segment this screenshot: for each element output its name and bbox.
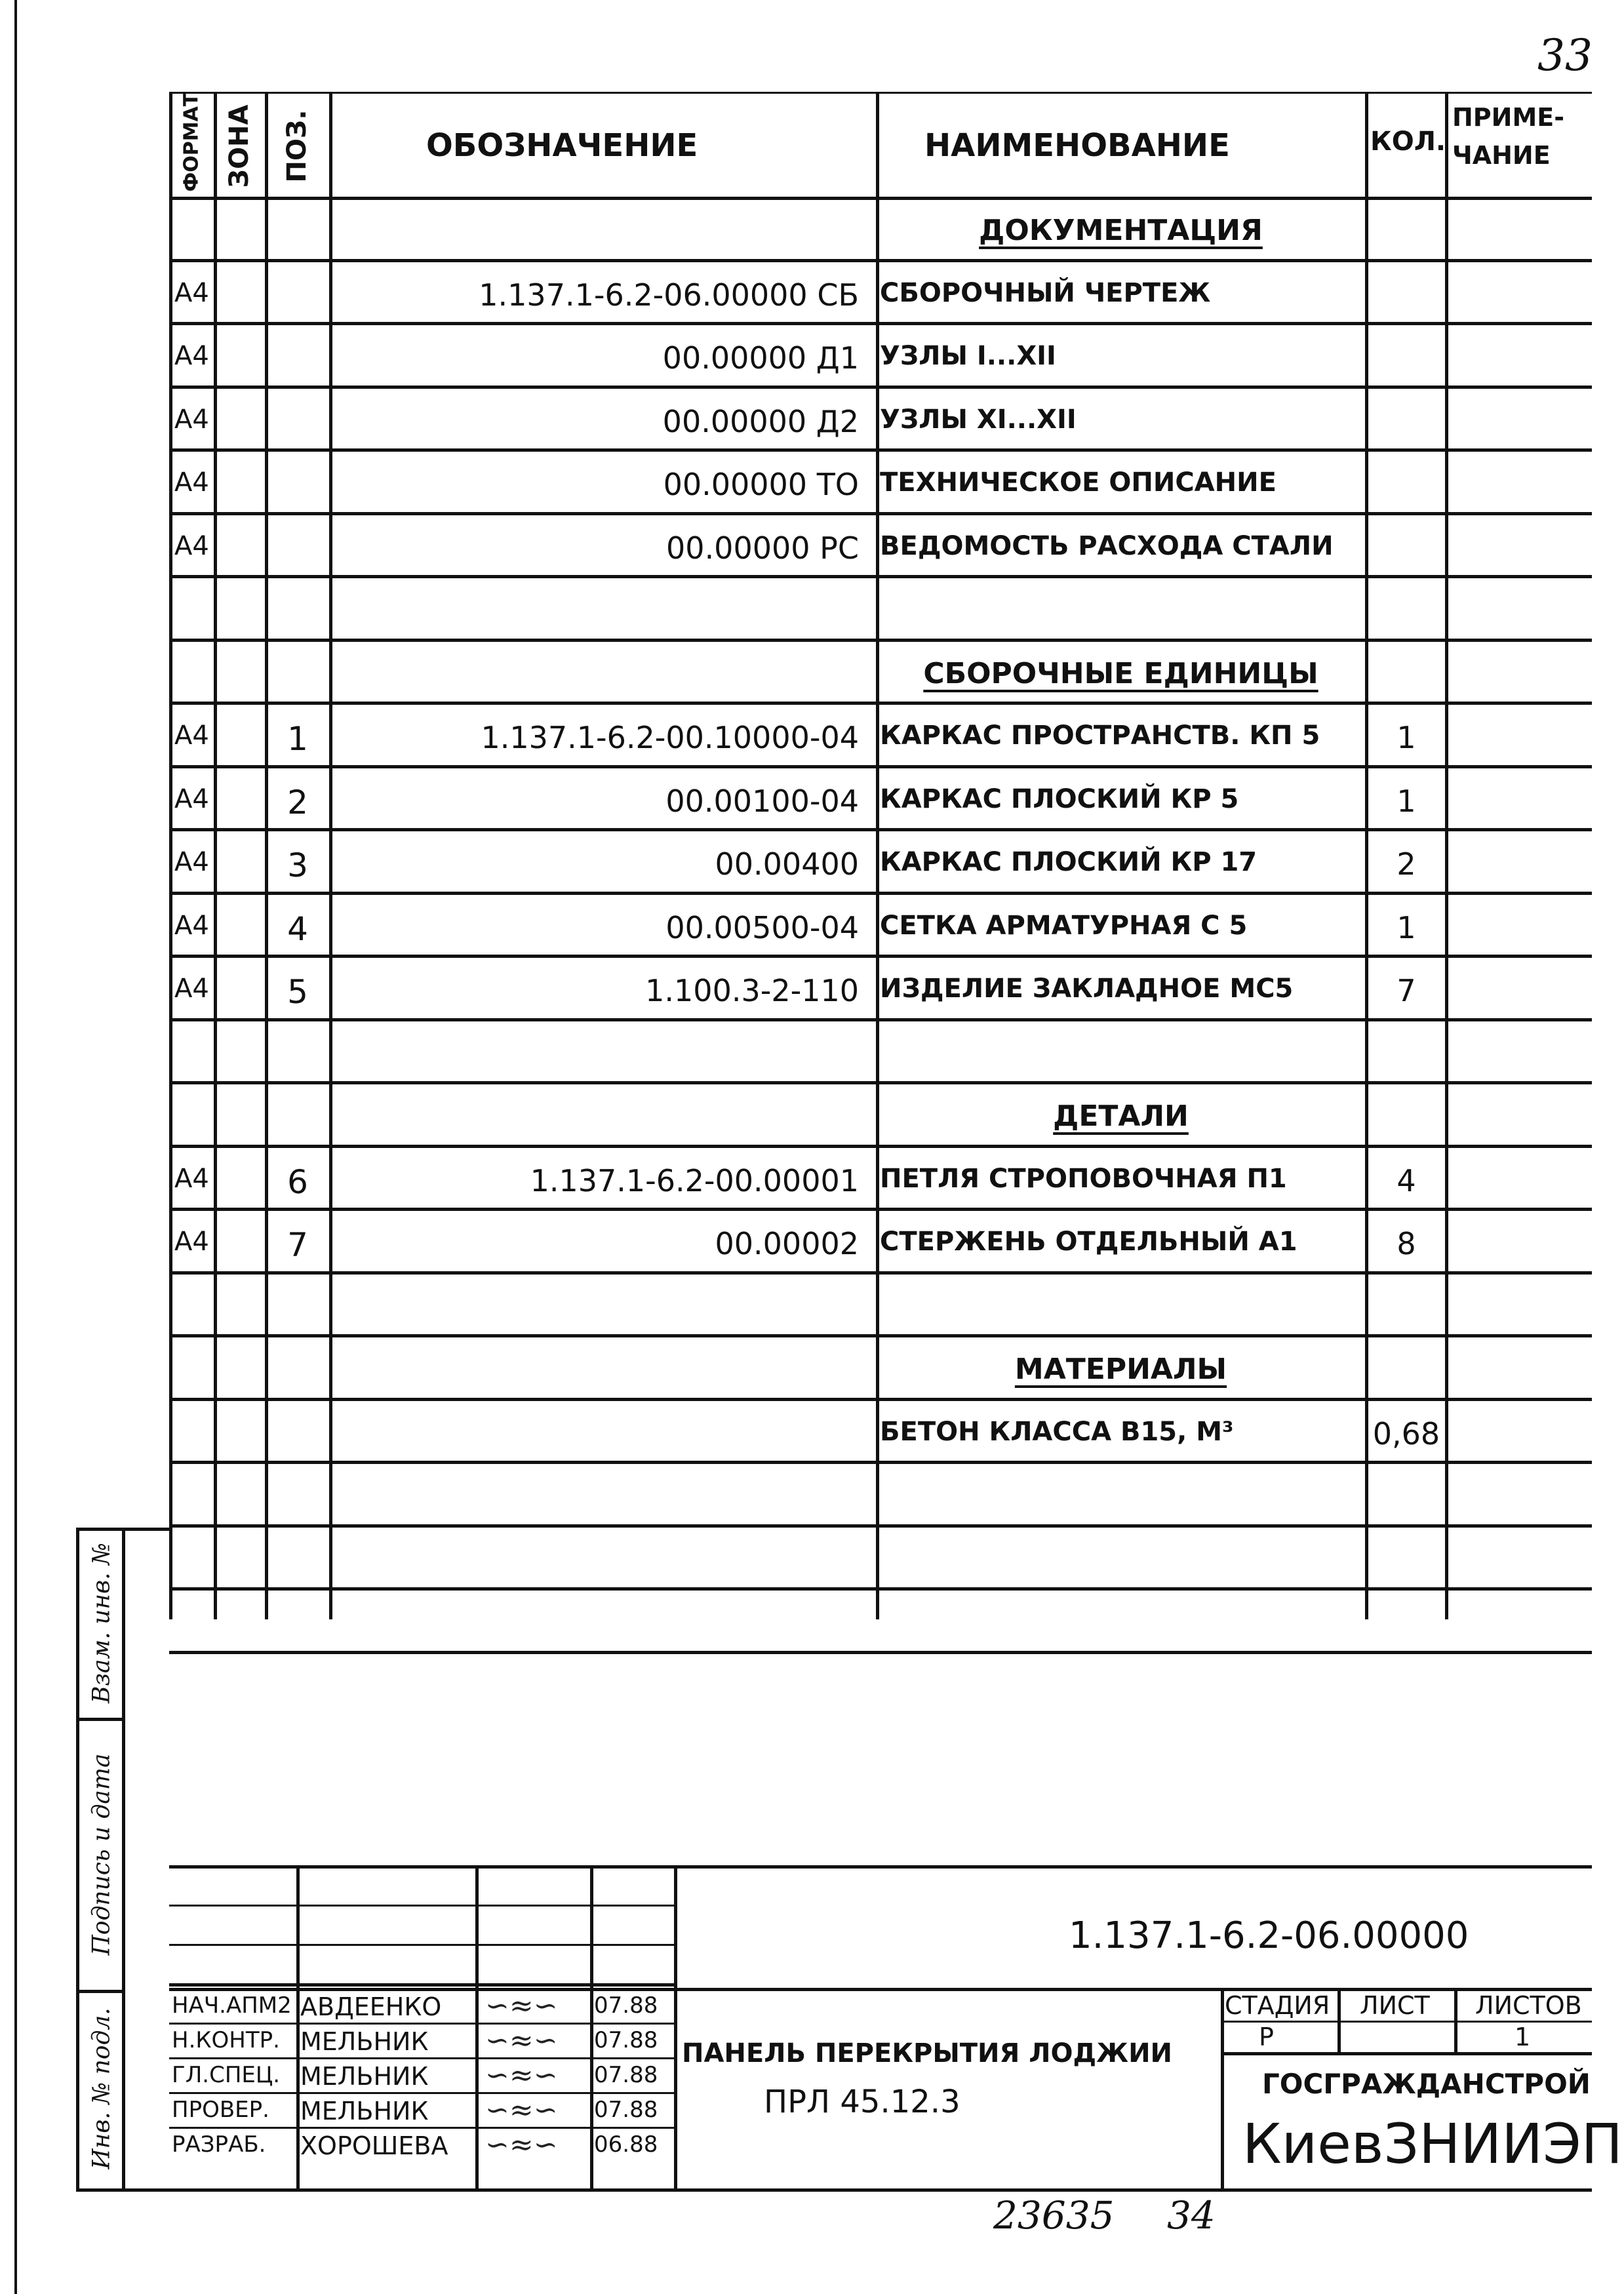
cell-pos: 4 [287, 909, 308, 948]
table-row [0, 893, 1624, 957]
side-stamp-bottom-line [76, 2188, 169, 2192]
role-date: 07.88 [594, 1994, 658, 2017]
tb-bottom-line [169, 2188, 1592, 2192]
table-row [0, 1146, 1624, 1210]
cell-format: А4 [174, 467, 209, 498]
cell-desig: 00.00000 Д2 [662, 403, 859, 439]
tb-col-name [475, 1865, 479, 2190]
table-row [0, 1335, 1624, 1399]
role-role: РАЗРАБ. [172, 2133, 266, 2156]
tb-stage-col-2 [1454, 1988, 1457, 2053]
cell-name: ВЕДОМОСТЬ РАСХОДА СТАЛИ [880, 530, 1334, 561]
side-stamp-outer-line [76, 1528, 79, 2190]
tb-col-role [296, 1865, 300, 2190]
document-code: 1.137.1-6.2-06.00000 [1069, 1914, 1469, 1957]
table-row [0, 1526, 1624, 1589]
handwritten-signature: ∽≈∽ [485, 2093, 558, 2127]
table-row [0, 1462, 1624, 1526]
tb-role-row-4 [169, 2127, 674, 2129]
role-date: 07.88 [594, 2029, 658, 2051]
cell-qty: 4 [1396, 1162, 1416, 1198]
cell-pos: 2 [287, 783, 308, 821]
role-name: ХОРОШЕВА [300, 2133, 448, 2158]
table-row [0, 1209, 1624, 1273]
table-row [0, 1399, 1624, 1463]
table-row [0, 576, 1624, 640]
header-zone: ЗОНА [224, 104, 254, 188]
stage-value: Р [1259, 2023, 1274, 2051]
cell-name: ТЕХНИЧЕСКОЕ ОПИСАНИЕ [880, 467, 1277, 498]
role-role: ГЛ.СПЕЦ. [172, 2064, 281, 2086]
table-row [0, 956, 1624, 1019]
cell-pos: 6 [287, 1162, 308, 1201]
handwritten-signature: ∽≈∽ [485, 2024, 558, 2057]
cell-desig: 1.137.1-6.2-06.00000 СБ [479, 277, 859, 313]
handwritten-signature: ∽≈∽ [485, 2059, 558, 2092]
cell-desig: 00.00100-04 [665, 783, 859, 819]
table-row [0, 387, 1624, 450]
cell-qty: 1 [1396, 783, 1416, 819]
cell-format: А4 [174, 783, 209, 814]
cell-desig: 00.00000 Д1 [662, 340, 859, 376]
header-note-2: ЧАНИЕ [1452, 141, 1551, 170]
cell-desig: 00.00002 [715, 1226, 859, 1261]
cell-desig: 1.100.3-2-110 [645, 973, 859, 1008]
table-row [0, 640, 1624, 703]
cell-pos: 5 [287, 973, 308, 1011]
cell-name: ДОКУМЕНТАЦИЯ [979, 214, 1263, 247]
cell-desig: 00.00400 [715, 846, 859, 882]
tb-left-row-2 [169, 1944, 674, 1946]
row-divider [169, 1651, 1592, 1654]
cell-format: А4 [174, 847, 209, 877]
tb-left-row-1 [169, 1905, 674, 1907]
tb-stage-block-left [1221, 1988, 1224, 2188]
tb-col-date [674, 1865, 677, 2190]
role-role: НАЧ.АПМ2 [172, 1994, 292, 2017]
cell-format: А4 [174, 404, 209, 435]
tb-left-row-3 [169, 1983, 674, 1987]
cell-pos: 3 [287, 846, 308, 884]
table-top-line [169, 92, 1592, 94]
role-role: ПРОВЕР. [172, 2099, 269, 2121]
cell-desig: 00.00000 РС [666, 530, 859, 566]
cell-name: КАРКАС ПЛОСКИЙ КР 17 [880, 847, 1258, 877]
cell-qty: 7 [1396, 973, 1416, 1008]
role-date: 07.88 [594, 2064, 658, 2086]
product-name-line-2: ПРЛ 45.12.3 [764, 2084, 961, 2120]
table-row [0, 829, 1624, 893]
table-row [0, 197, 1624, 260]
cell-name: УЗЛЫ XI...XII [880, 404, 1077, 435]
cell-name: УЗЛЫ I...XII [880, 341, 1056, 371]
cell-desig: 00.00000 ТО [663, 467, 859, 502]
cell-format: А4 [174, 1227, 209, 1257]
role-name: МЕЛЬНИК [300, 2029, 429, 2054]
cell-qty: 1 [1396, 909, 1416, 945]
header-name: НАИМЕНОВАНИЕ [924, 127, 1230, 164]
tb-role-row-2 [169, 2057, 674, 2059]
cell-name: МАТЕРИАЛЫ [1014, 1353, 1227, 1386]
table-row [0, 260, 1624, 324]
cell-format: А4 [174, 277, 209, 308]
cell-name: СЕТКА АРМАТУРНАЯ С 5 [880, 910, 1248, 941]
cell-qty: 0,68 [1372, 1415, 1440, 1452]
institute: КиевЗНИИЭП [1242, 2112, 1623, 2176]
page-number: 33 [1537, 30, 1593, 81]
header-note-1: ПРИМЕ- [1452, 103, 1564, 132]
cell-desig: 1.137.1-6.2-00.00001 [530, 1162, 859, 1198]
cell-format: А4 [174, 1163, 209, 1194]
footer-note-1: 23635 [993, 2193, 1115, 2238]
role-role: Н.КОНТР. [172, 2029, 280, 2051]
cell-pos: 1 [287, 720, 308, 758]
cell-format: А4 [174, 910, 209, 941]
side-label-inv-replaced: Взам. инв. № [88, 1542, 115, 1704]
cell-format: А4 [174, 341, 209, 371]
handwritten-signature: ∽≈∽ [485, 2128, 558, 2162]
side-stamp-sep-1 [76, 1718, 125, 1721]
role-date: 07.88 [594, 2099, 658, 2121]
table-row [0, 1273, 1624, 1336]
cell-name: БЕТОН КЛАССА В15, М³ [880, 1416, 1234, 1447]
tb-role-row-3 [169, 2092, 674, 2094]
cell-name: ДЕТАЛИ [1053, 1099, 1189, 1133]
side-label-inv-original: Инв. № подл. [88, 2007, 115, 2169]
tb-top-line [169, 1865, 1592, 1869]
organization: ГОСГРАЖДАНСТРОЙ [1262, 2068, 1591, 2100]
side-stamp-inner-line [122, 1528, 125, 2190]
cell-desig: 00.00500-04 [665, 909, 859, 945]
table-row [0, 703, 1624, 766]
role-date: 06.88 [594, 2133, 658, 2156]
table-row [0, 1082, 1624, 1146]
table-row [0, 1019, 1624, 1083]
sheet-label: ЛИСТ [1360, 1991, 1430, 2020]
side-stamp-top-line [76, 1528, 169, 1531]
table-row [0, 513, 1624, 577]
cell-pos: 7 [287, 1226, 308, 1264]
sheets-value: 1 [1515, 2023, 1531, 2051]
tb-stage-row-2 [1221, 2052, 1592, 2055]
tb-stage-row-1 [1221, 2021, 1592, 2023]
cell-qty: 8 [1396, 1226, 1416, 1261]
cell-name: СТЕРЖЕНЬ ОТДЕЛЬНЫЙ А1 [880, 1227, 1297, 1257]
cell-qty: 1 [1396, 720, 1416, 755]
cell-name: СБОРОЧНЫЙ ЧЕРТЕЖ [880, 277, 1211, 308]
tb-col-sign [590, 1865, 593, 2190]
cell-name: ИЗДЕЛИЕ ЗАКЛАДНОЕ МС5 [880, 974, 1294, 1004]
side-label-signature-date: Подпись и дата [88, 1753, 115, 1956]
cell-qty: 2 [1396, 846, 1416, 882]
table-row [0, 323, 1624, 387]
footer-note-2: 34 [1167, 2193, 1216, 2238]
tb-role-row-1 [169, 2023, 674, 2025]
cell-format: А4 [174, 974, 209, 1004]
header-pos: ПОЗ. [282, 109, 312, 183]
role-name: МЕЛЬНИК [300, 2099, 429, 2124]
cell-format: А4 [174, 530, 209, 561]
role-name: МЕЛЬНИК [300, 2064, 429, 2089]
side-stamp-sep-2 [76, 1990, 125, 1993]
cell-name: КАРКАС ПЛОСКИЙ КР 5 [880, 783, 1239, 814]
table-row [0, 766, 1624, 830]
tb-stage-col-1 [1337, 1988, 1341, 2053]
handwritten-signature: ∽≈∽ [485, 1989, 558, 2023]
cell-name: СБОРОЧНЫЕ ЕДИНИЦЫ [923, 656, 1318, 690]
cell-format: А4 [174, 721, 209, 751]
product-name-line-1: ПАНЕЛЬ ПЕРЕКРЫТИЯ ЛОДЖИИ [682, 2038, 1173, 2068]
role-name: АВДЕЕНКО [300, 1994, 442, 2019]
table-row [0, 1589, 1624, 1652]
stage-label: СТАДИЯ [1225, 1991, 1330, 2020]
cell-desig: 1.137.1-6.2-00.10000-04 [481, 720, 859, 755]
header-qty: КОЛ. [1370, 127, 1446, 157]
header-format: ФОРМАТ [180, 92, 203, 192]
cell-name: ПЕТЛЯ СТРОПОВОЧНАЯ П1 [880, 1163, 1287, 1194]
header-designation: ОБОЗНАЧЕНИЕ [426, 127, 698, 164]
sheets-label: ЛИСТОВ [1475, 1991, 1582, 2020]
table-row [0, 450, 1624, 513]
cell-name: КАРКАС ПРОСТРАНСТВ. КП 5 [880, 721, 1320, 751]
